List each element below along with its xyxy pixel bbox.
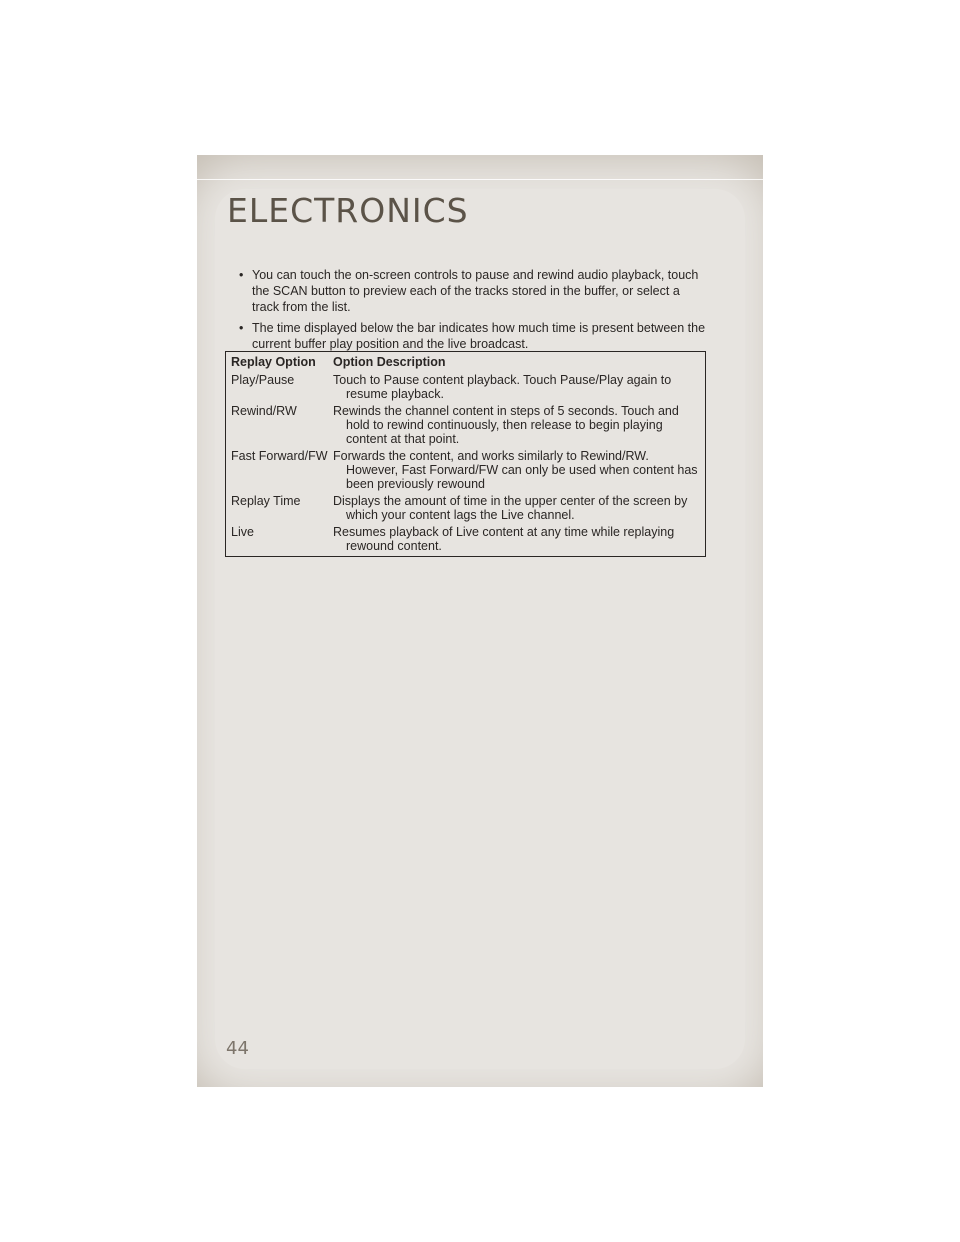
header-rule [197, 179, 763, 180]
option-name: Fast Forward/FW [231, 449, 328, 463]
column-header-option: Replay Option [231, 355, 316, 369]
option-description: Forwards the content, and works similarly to Rewind/RW. However, Fast Forward/FW can only be used when content has been previously rewound [333, 449, 698, 491]
bullet-text: You can touch the on-screen controls to pause and rewind audio playback, touch the SCAN button to preview each of the tracks stored in the buffer, or select a track from the list. [252, 268, 699, 314]
replay-options-table [225, 351, 706, 557]
list-item [239, 320, 709, 352]
table-row [226, 525, 706, 557]
option-description: Rewinds the channel content in steps of 5 seconds. Touch and hold to rewind continuously, then release to begin playing content at that point. [333, 404, 679, 446]
bullet-text: The time displayed below the bar indicates how much time is present between the current buffer play position and the live broadcast. [252, 321, 706, 351]
option-description: Touch to Pause content playback. Touch Pause/Play again to resume playback. [333, 373, 672, 401]
option-description: Displays the amount of time in the upper center of the screen by which your content lags the Live channel. [333, 494, 688, 522]
manual-page [197, 155, 763, 1087]
table-row [226, 404, 706, 449]
option-name: Rewind/RW [231, 404, 297, 418]
page-number: 44 [226, 1038, 249, 1059]
bullet-marker: • [239, 268, 244, 282]
table-row [226, 494, 706, 525]
section-title: ELECTRONICS [227, 191, 469, 230]
column-header-description: Option Description [333, 355, 446, 369]
table-header-row [226, 352, 706, 374]
bullet-list [239, 267, 709, 357]
table-row [226, 449, 706, 494]
option-name: Play/Pause [231, 373, 295, 387]
bullet-marker: • [239, 321, 244, 335]
option-name: Live [231, 525, 254, 539]
option-name: Replay Time [231, 494, 301, 508]
list-item [239, 267, 709, 315]
option-description: Resumes playback of Live content at any time while replaying rewound content. [333, 525, 675, 553]
table-row [226, 373, 706, 404]
